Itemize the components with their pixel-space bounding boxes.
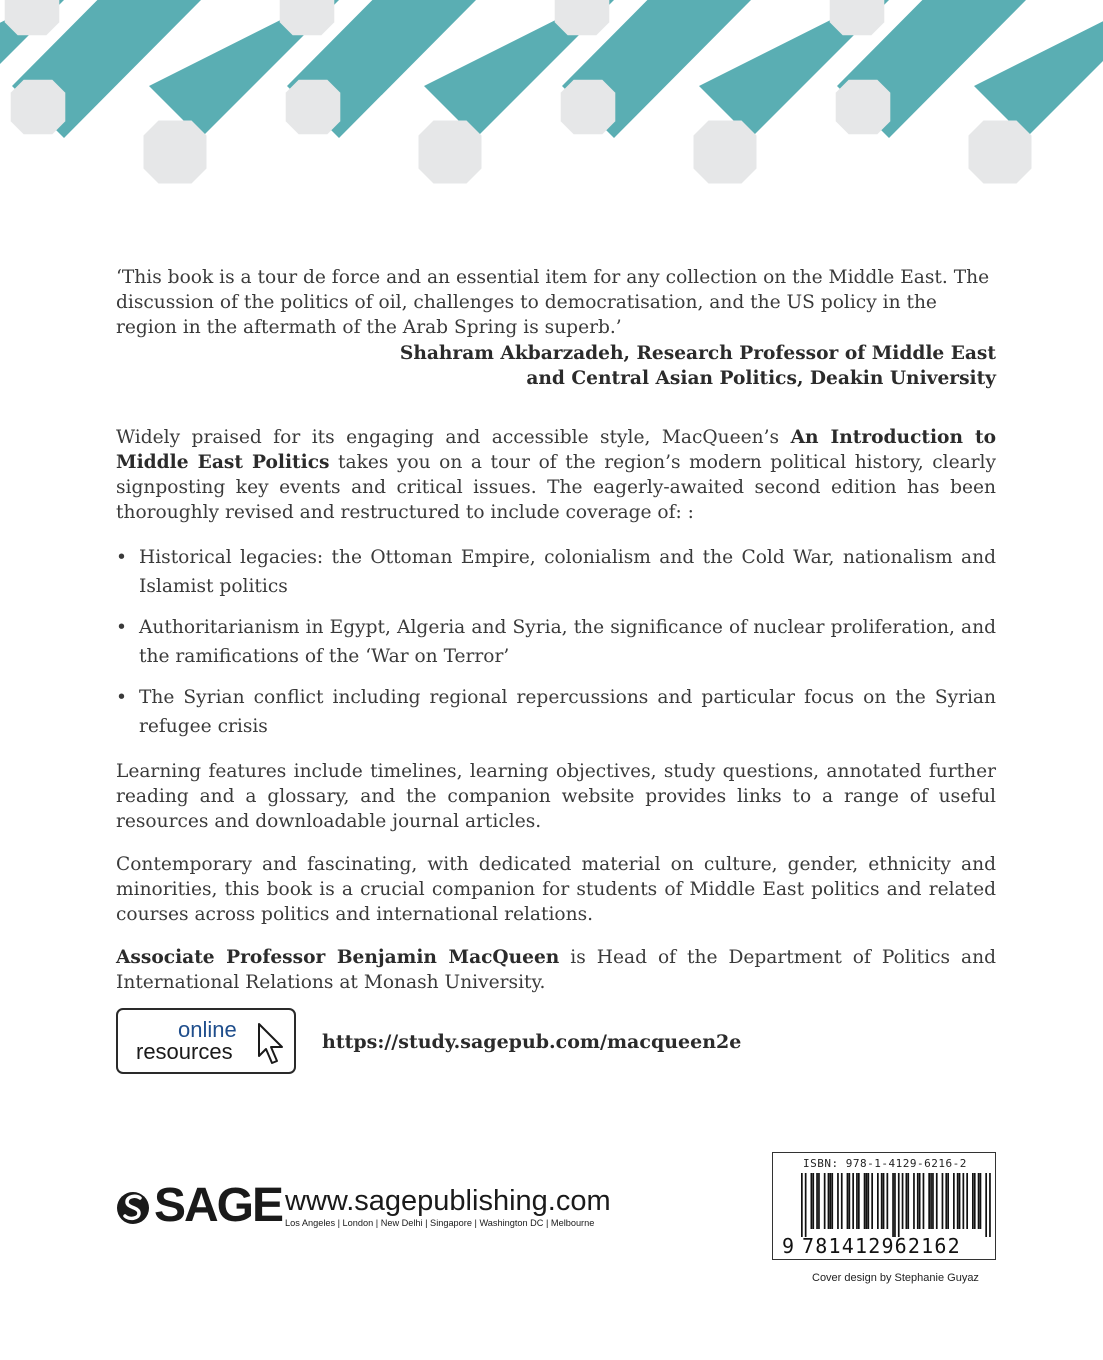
barcode-bar bbox=[801, 1173, 803, 1237]
barcode-bar bbox=[945, 1173, 947, 1229]
barcode-bar bbox=[957, 1173, 959, 1229]
barcode-bar bbox=[849, 1173, 851, 1229]
barcode-bar bbox=[936, 1173, 938, 1229]
coverage-item: • Historical legacies: the Ottoman Empire, colonialism and the Cold War, nationalism and Islamist politics bbox=[116, 543, 996, 601]
sage-wordmark: SAGE bbox=[154, 1179, 283, 1232]
decorative-pattern-band bbox=[0, 0, 1103, 185]
publisher-website[interactable]: www.sagepublishing.com bbox=[285, 1185, 611, 1217]
barcode-bars bbox=[801, 1173, 991, 1237]
barcode-bar bbox=[985, 1173, 987, 1237]
author-name: Associate Professor Benjamin MacQueen bbox=[116, 947, 560, 968]
barcode-bar bbox=[805, 1173, 807, 1237]
barcode-bar bbox=[816, 1173, 818, 1229]
barcode-bar bbox=[907, 1173, 909, 1229]
companion-website-link[interactable]: https://study.sagepub.com/macqueen2e bbox=[322, 1031, 742, 1053]
review-attribution bbox=[116, 341, 996, 391]
barcode-bar bbox=[942, 1173, 944, 1229]
intro-paragraph: Widely praised for its engaging and accessible style, MacQueen’s An Introduction to Middle East Politics takes you on a tour of the region’s modern political history, clearly signposting key events and critical issues. The eagerly-awaited second edition has been thoroughly revised and restructured to include coverage of: : bbox=[116, 427, 996, 523]
online-label: online bbox=[178, 1017, 237, 1042]
coverage-list bbox=[116, 543, 996, 741]
barcode-bar bbox=[856, 1173, 858, 1229]
barcode-bar bbox=[972, 1173, 974, 1229]
pattern-shape bbox=[419, 121, 482, 184]
barcode-bar bbox=[871, 1173, 873, 1229]
barcode-bar bbox=[852, 1173, 854, 1229]
barcode-bar bbox=[947, 1173, 949, 1229]
barcode-bar bbox=[828, 1173, 830, 1229]
pattern-shape bbox=[11, 80, 66, 135]
review-attribution-line1: Shahram Akbarzadeh, Research Professor of Middle East bbox=[399, 343, 996, 364]
barcode-bar bbox=[847, 1173, 849, 1229]
barcode-bar bbox=[963, 1173, 965, 1229]
barcode-bar bbox=[919, 1173, 921, 1229]
barcode-bar bbox=[932, 1173, 934, 1229]
barcode-bar bbox=[837, 1173, 839, 1229]
review-attribution-line2: and Central Asian Politics, Deakin University bbox=[526, 368, 996, 389]
review-quote-block bbox=[116, 265, 996, 391]
online-resources-badge bbox=[116, 1008, 296, 1074]
barcode-bar bbox=[812, 1173, 814, 1229]
barcode-bar bbox=[913, 1173, 915, 1229]
book-title: An Introduction to Middle East Politics bbox=[116, 427, 996, 473]
barcode-bar bbox=[811, 1173, 813, 1229]
isbn-barcode bbox=[772, 1152, 996, 1260]
barcode-bar bbox=[830, 1173, 832, 1229]
barcode-bar bbox=[923, 1173, 925, 1229]
pattern-shape bbox=[555, 0, 610, 35]
barcode-bar bbox=[980, 1173, 982, 1229]
publisher-cities: Los Angeles | London | New Delhi | Singapore | Washington DC | Melbourne bbox=[285, 1218, 595, 1228]
sage-logo-mark-icon bbox=[116, 1188, 150, 1228]
bullet-icon: • bbox=[116, 617, 127, 638]
summary-paragraph: Contemporary and fascinating, with dedicated material on culture, gender, ethnicity and minorities, this book is a crucial companion for students of Middle East politics and related courses across politics and international relations. bbox=[116, 854, 996, 925]
pattern-shape bbox=[144, 121, 207, 184]
barcode-bar bbox=[887, 1173, 889, 1229]
barcode-bar bbox=[974, 1173, 976, 1229]
barcode-bar bbox=[868, 1173, 870, 1229]
barcode-bar bbox=[818, 1173, 820, 1229]
barcode-bar bbox=[917, 1173, 919, 1229]
author-bio: Associate Professor Benjamin MacQueen is Head of the Department of Politics and International Relations at Monash University. bbox=[116, 947, 996, 993]
barcode-bar bbox=[894, 1173, 896, 1237]
isbn-label: ISBN: 978-1-4129-6216-2 bbox=[803, 1157, 967, 1170]
barcode-bar bbox=[831, 1173, 833, 1229]
barcode-bar bbox=[966, 1173, 968, 1229]
pattern-shape bbox=[280, 0, 335, 35]
barcode-bar bbox=[930, 1173, 932, 1229]
barcode-bar bbox=[928, 1173, 930, 1229]
barcode-digits: 781412962162 bbox=[802, 1234, 961, 1258]
pattern-shape bbox=[561, 80, 616, 135]
barcode-lead-digit: 9 bbox=[782, 1234, 795, 1258]
cover-design-credit: Cover design by Stephanie Guyaz bbox=[812, 1272, 979, 1284]
pattern-shape bbox=[969, 121, 1032, 184]
cursor-arrow-icon bbox=[256, 1022, 286, 1066]
barcode-bar bbox=[824, 1173, 826, 1229]
book-description bbox=[116, 425, 996, 1013]
learning-features-paragraph: Learning features include timelines, learning objectives, study questions, annotated further reading and a glossary, and the companion website provides links to a range of useful resources and downloadable journal articles. bbox=[116, 761, 996, 832]
bullet-icon: • bbox=[116, 547, 127, 568]
bullet-icon: • bbox=[116, 687, 127, 708]
barcode-bar bbox=[883, 1173, 885, 1229]
barcode-bar bbox=[906, 1173, 908, 1229]
barcode-bar bbox=[877, 1173, 879, 1229]
barcode-bar bbox=[989, 1173, 991, 1237]
barcode-bar bbox=[959, 1173, 961, 1229]
barcode-bar bbox=[892, 1173, 894, 1237]
barcode-bar bbox=[978, 1173, 980, 1229]
barcode-bar bbox=[864, 1173, 866, 1229]
pattern-shape bbox=[830, 0, 885, 35]
pattern-shape bbox=[836, 80, 891, 135]
barcode-bar bbox=[881, 1173, 883, 1229]
barcode-bar bbox=[858, 1173, 860, 1229]
coverage-item: • The Syrian conflict including regional repercussions and particular focus on the Syrian refugee crisis bbox=[116, 683, 996, 741]
coverage-item: • Authoritarianism in Egypt, Algeria and Syria, the significance of nuclear proliferation, and the ramifications of the ‘War on Terror’ bbox=[116, 613, 996, 671]
resources-label: resources bbox=[136, 1039, 233, 1064]
review-quote-text: ‘This book is a tour de force and an essential item for any collection on the Middle East. The discussion of the politics of oil, challenges to democratisation, and the US policy in the region in the aftermath of the Arab Spring is superb.’ bbox=[116, 267, 990, 338]
pattern-shape bbox=[5, 0, 60, 35]
barcode-bar bbox=[841, 1173, 843, 1229]
barcode-bar bbox=[866, 1173, 868, 1229]
pattern-shape bbox=[286, 80, 341, 135]
barcode-bar bbox=[902, 1173, 904, 1229]
pattern-shape bbox=[694, 121, 757, 184]
barcode-bar bbox=[898, 1173, 900, 1237]
barcode-bar bbox=[953, 1173, 955, 1229]
